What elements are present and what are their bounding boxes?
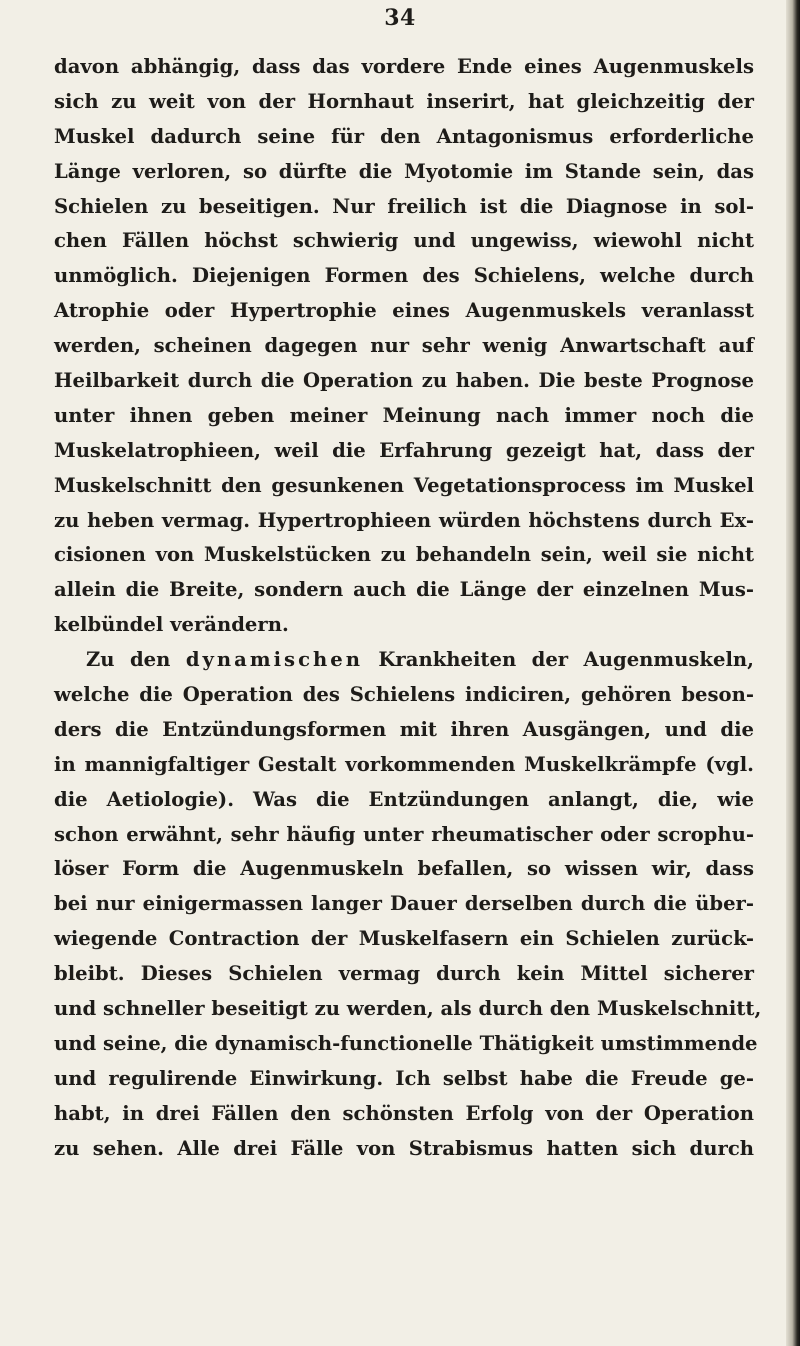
body-text (54, 50, 762, 1167)
text-line: zu heben vermag. Hypertrophieen würden höchstens durch Ex- (54, 508, 754, 532)
text-line: habt, in drei Fällen den schönsten Erfolg von der Operation (54, 1101, 754, 1125)
text-line: schon erwähnt, sehr häufig unter rheumatischer oder scrophu- (54, 822, 754, 846)
text-line: in mannigfaltiger Gestalt vorkommenden Muskelkrämpfe (vgl. (54, 752, 754, 776)
text-line: die Aetiologie). Was die Entzündungen anlangt, die, wie (54, 787, 754, 811)
text-line: wiegende Contraction der Muskelfasern ein Schielen zurück- (54, 927, 754, 951)
text-line: welche die Operation des Schielens indiciren, gehören beson- (54, 683, 754, 707)
page-number: 34 (384, 5, 416, 31)
text-line: allein die Breite, sondern auch die Länge der einzelnen Mus- (54, 578, 754, 602)
text-line: Heilbarkeit durch die Operation zu haben. Die beste Prognose (54, 369, 754, 393)
text-line: Muskelatrophieen, weil die Erfahrung gezeigt hat, dass der (54, 438, 754, 462)
text-line: kelbündel verändern. (54, 613, 289, 637)
text-line: bei nur einigermassen langer Dauer derselben durch die über- (54, 892, 754, 916)
text-run: Krankheiten der Augenmuskeln, (378, 648, 754, 672)
text-line: unmöglich. Diejenigen Formen des Schielens, welche durch (54, 264, 754, 288)
text-line: bleibt. Dieses Schielen vermag durch kein Mittel sicherer (54, 962, 754, 986)
text-line: davon abhängig, dass das vordere Ende eines Augenmuskels (54, 55, 754, 78)
spaced-emphasis: dynamischen (185, 648, 363, 672)
text-line: ders die Entzündungsformen mit ihren Ausgängen, und die (54, 717, 754, 741)
text-line: cisionen von Muskelstücken zu behandeln sein, weil sie nicht (54, 543, 754, 567)
paragraph-start (54, 643, 754, 678)
text-line: sich zu weit von der Hornhaut inserirt, hat gleichzeitig der (54, 89, 754, 113)
text-line: und regulirende Einwirkung. Ich selbst habe die Freude ge- (54, 1066, 754, 1090)
page-edge-shadow (786, 0, 800, 1346)
text-line: Schielen zu beseitigen. Nur freilich ist die Diagnose in sol- (54, 194, 754, 218)
text-line: und schneller beseitigt zu werden, als durch den Muskelschnitt, (54, 997, 762, 1021)
text-line: löser Form die Augenmuskeln befallen, so wissen wir, dass (54, 857, 754, 881)
text-line: Länge verloren, so dürfte die Myotomie im Stande sein, das (54, 159, 754, 183)
text-line: und seine, die dynamisch-functionelle Thätigkeit umstimmende (54, 1031, 758, 1055)
text-line: chen Fällen höchst schwierig und ungewiss, wiewohl nicht (54, 229, 754, 253)
text-run: Zu den (86, 648, 171, 672)
text-line: Muskelschnitt den gesunkenen Vegetationsprocess im Muskel (54, 473, 754, 497)
text-line: Atrophie oder Hypertrophie eines Augenmuskels veranlasst (54, 299, 754, 323)
text-line: werden, scheinen dagegen nur sehr wenig Anwartschaft auf (54, 334, 754, 358)
text-line: zu sehen. Alle drei Fälle von Strabismus hatten sich durch (54, 1136, 754, 1160)
text-line: Muskel dadurch seine für den Antagonismus erforderliche (54, 124, 754, 148)
text-line: unter ihnen geben meiner Meinung nach immer noch die (54, 403, 754, 427)
